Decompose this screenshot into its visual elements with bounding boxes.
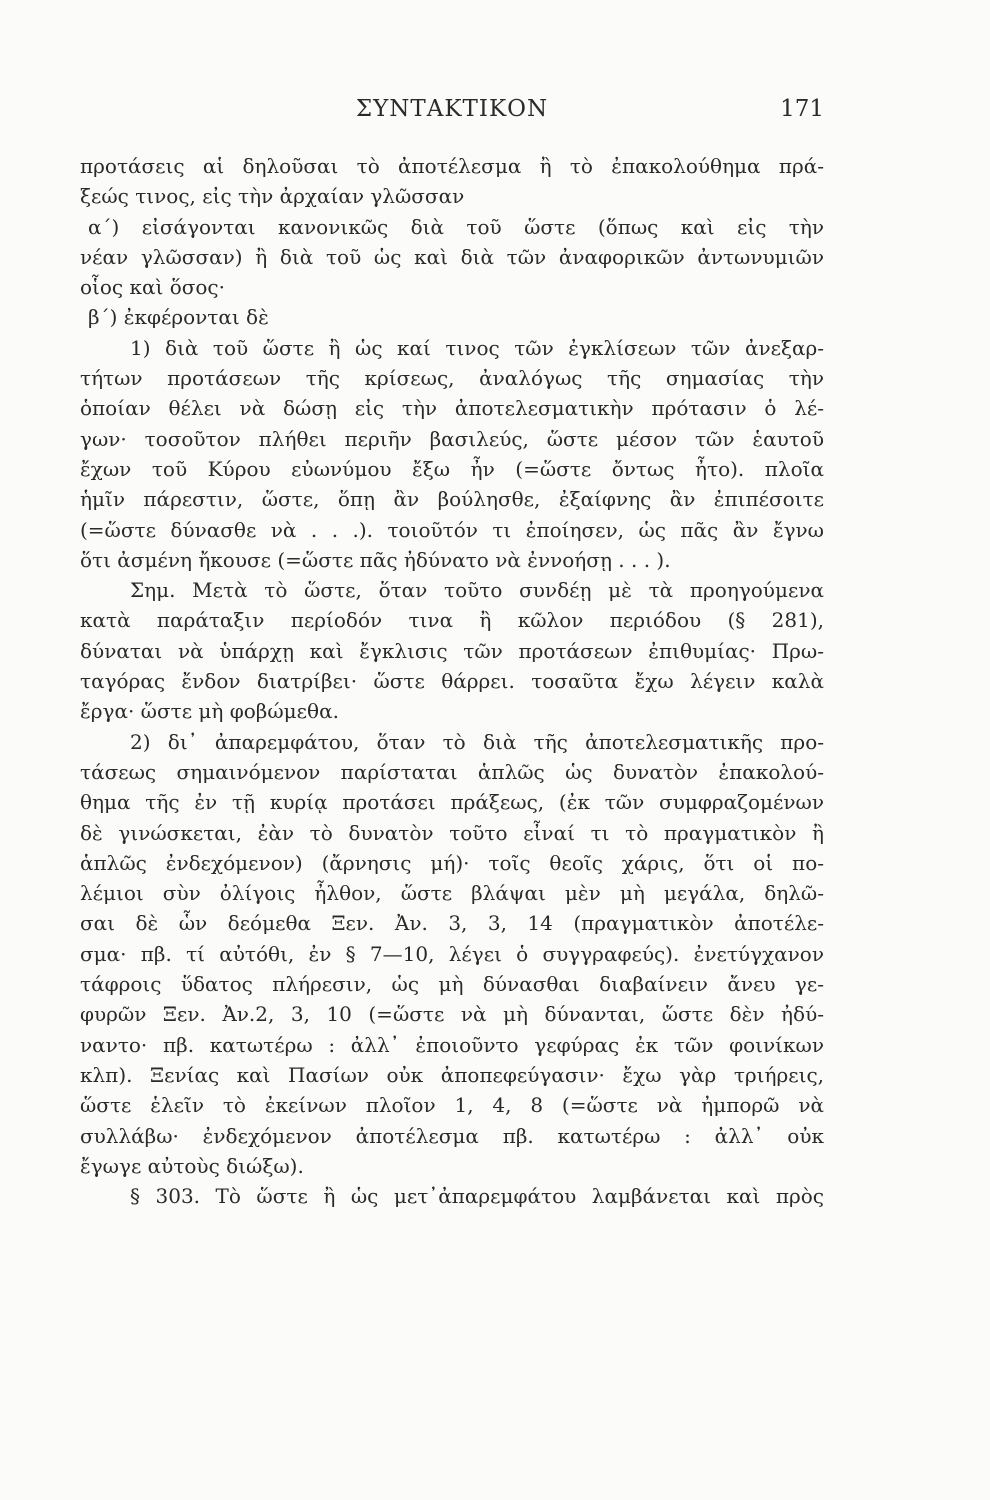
text-line: ἔργα· ὥστε μὴ φοβώμεθα. — [80, 699, 339, 724]
text-line: ἔχων τοῦ Κύρου εὐωνύμου ἔξω ἦν (=ὥστε ὄντως ἦτο). πλοῖα — [80, 456, 824, 481]
text-line: ἡμῖν πάρεστιν, ὥστε, ὅπῃ ἂν βούλησθε, ἐξαίφνης ἂν ἐπιπέσοιτε — [80, 487, 824, 512]
text-line: ξεώς τινος, εἰς τὴν ἀρχαίαν γλῶσσαν — [80, 184, 465, 209]
text-line: συλλάβω· ἐνδεχόμενον ἀποτέλεσμα πβ. κατωτέρω : ἀλλ᾽ οὐκ — [80, 1123, 824, 1148]
text-line: ὥστε ἑλεῖν τὸ ἐκείνων πλοῖον 1, 4, 8 (=ὥστε νὰ ἠμπορῶ νὰ — [80, 1093, 824, 1118]
text-line: οἷος καὶ ὅσος· — [80, 275, 225, 300]
text-line: ναντο· πβ. κατωτέρω : ἀλλ᾽ ἐποιοῦντο γεφύρας ἐκ τῶν φοινίκων — [80, 1032, 824, 1057]
text-line: θημα τῆς ἐν τῇ κυρίᾳ προτάσει πράξεως, (ἐκ τῶν συμφραζομένων — [80, 790, 824, 815]
running-title: ΣΥΝΤΑΚΤΙΚΟΝ — [355, 96, 549, 122]
text-line: ὁποίαν θέλει νὰ δώσῃ εἰς τὴν ἀποτελεσματικὴν πρότασιν ὁ λέ- — [80, 396, 824, 421]
text-line: σαι δὲ ὧν δεόμεθα Ξεν. Ἀν. 3, 3, 14 (πραγματικὸν ἀποτέλε- — [80, 911, 824, 936]
text-line: § 303. Τὸ ὥστε ἢ ὡς μετ᾽ἀπαρεμφάτου λαμβάνεται καὶ πρὸς — [130, 1184, 824, 1209]
text-line: δύναται νὰ ὑπάρχῃ καὶ ἔγκλισις τῶν προτάσεων ἐπιθυμίας· Πρω- — [80, 638, 824, 663]
text-line: ταγόρας ἔνδον διατρίβει· ὥστε θάρρει. τοσαῦτα ἔχω λέγειν καλὰ — [80, 669, 824, 694]
text-line: α΄) εἰσάγονται κανονικῶς διὰ τοῦ ὥστε (ὅπως καὶ εἰς τὴν — [88, 214, 824, 239]
text-line: φυρῶν Ξεν. Ἀν.2, 3, 10 (=ὥστε νὰ μὴ δύνανται, ὥστε δὲν ἠδύ- — [80, 1002, 824, 1027]
text-body — [80, 151, 824, 1211]
text-line: ἁπλῶς ἐνδεχόμενον) (ἄρνησις μή)· τοῖς θεοῖς χάρις, ὅτι οἱ πο- — [80, 850, 824, 875]
text-line: σμα· πβ. τί αὐτόθι, ἐν § 7—10, λέγει ὁ συγγραφεύς). ἐνετύγχανον — [80, 941, 824, 966]
text-line: κατὰ παράταξιν περίοδόν τινα ἢ κῶλον περιόδου (§ 281), — [80, 608, 824, 633]
text-line: κλπ). Ξενίας καὶ Πασίων οὐκ ἀποπεφεύγασιν· ἔχω γὰρ τριήρεις, — [80, 1062, 824, 1087]
text-line: λέμιοι σὺν ὀλίγοις ἦλθον, ὥστε βλάψαι μὲν μὴ μεγάλα, δηλῶ- — [80, 881, 824, 906]
text-line: ὅτι ἀσμένη ἤκουσε (=ὥστε πᾶς ἠδύνατο νὰ ἐννοήσῃ . . . ). — [80, 547, 671, 572]
text-line: προτάσεις αἱ δηλοῦσαι τὸ ἀποτέλεσμα ἢ τὸ ἐπακολούθημα πρά- — [80, 154, 824, 178]
text-line: γων· τοσοῦτον πλήθει περιῆν βασιλεύς, ὥστε μέσον τῶν ἑαυτοῦ — [80, 426, 824, 451]
text-line: 1) διὰ τοῦ ὥστε ἢ ὡς καί τινος τῶν ἐγκλίσεων τῶν ἀνεξαρ- — [130, 335, 824, 360]
text-line: δὲ γινώσκεται, ἐὰν τὸ δυνατὸν τοῦτο εἶναί τι τὸ πραγματικὸν ἢ — [80, 820, 824, 845]
text-line: Σημ. Μετὰ τὸ ὥστε, ὅταν τοῦτο συνδέῃ μὲ τὰ προηγούμενα — [130, 578, 824, 603]
text-line: νέαν γλῶσσαν) ἢ διὰ τοῦ ὡς καὶ διὰ τῶν ἀναφορικῶν ἀντωνυμιῶν — [80, 244, 824, 269]
text-line: τάσεως σημαινόμενον παρίσταται ἁπλῶς ὡς δυνατὸν ἐπακολού- — [80, 759, 824, 784]
page-header — [80, 96, 824, 132]
text-line: 2) δι᾽ ἀπαρεμφάτου, ὅταν τὸ διὰ τῆς ἀποτελεσματικῆς προ- — [130, 729, 824, 754]
page-number: 171 — [780, 96, 824, 122]
text-line: τάφροις ὕδατος πλήρεσιν, ὡς μὴ δύνασθαι διαβαίνειν ἄνευ γε- — [80, 972, 824, 997]
text-line: (=ὥστε δύνασθε νὰ . . .). τοιοῦτόν τι ἐποίησεν, ὡς πᾶς ἂν ἔγνω — [80, 517, 824, 542]
text-line: ἔγωγε αὐτοὺς διώξω). — [80, 1153, 304, 1178]
text-line: τήτων προτάσεων τῆς κρίσεως, ἀναλόγως τῆς σημασίας τὴν — [80, 366, 824, 391]
text-line: β΄) ἐκφέρονται δὲ — [88, 305, 269, 330]
